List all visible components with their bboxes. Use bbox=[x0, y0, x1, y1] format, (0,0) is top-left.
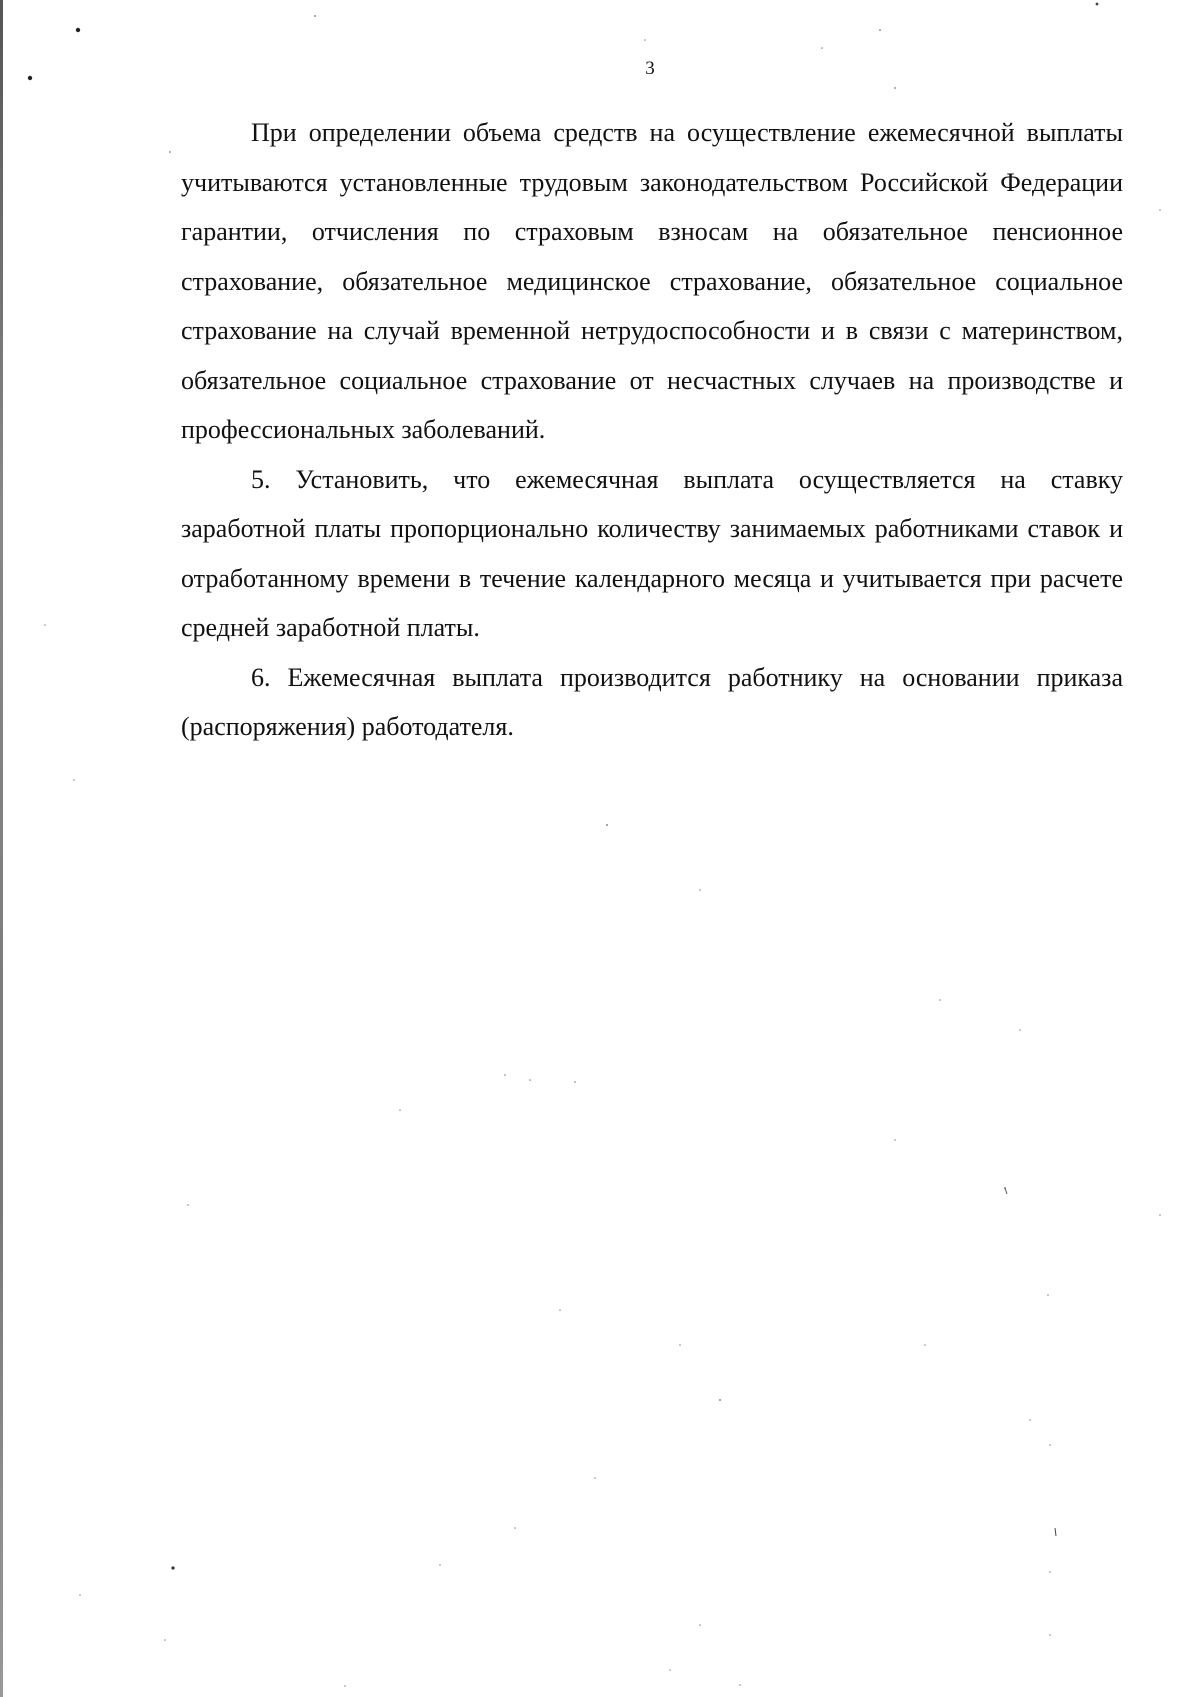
paragraph-funding: При определении объема средств на осуществление ежемесячной выплаты учитываются установленные трудовым законодательством Российской Федерации гарантии, отчисления по страховым взносам на обязательное пенсионное страхование, обязательное медицинское страхование, обязательное социальное страхование на случай временной нетрудоспособности и в связи с материнством, обязательное социальное страхование от несчастных случаев на производстве и профессиональных заболеваний. bbox=[181, 118, 1123, 444]
page-number: 3 bbox=[645, 58, 655, 79]
scan-left-edge bbox=[0, 0, 3, 1697]
paragraph-item-6: 6. Ежемесячная выплата производится работнику на основании приказа (распоряжения) работодателя. bbox=[181, 662, 1123, 741]
document-body bbox=[181, 108, 1123, 752]
paragraph-item-5: 5. Установить, что ежемесячная выплата осуществляется на ставку заработной платы пропорционально количеству занимаемых работниками ставок и отработанному времени в течение календарного месяца и учитывается при расчете средней заработной платы. bbox=[181, 464, 1123, 642]
